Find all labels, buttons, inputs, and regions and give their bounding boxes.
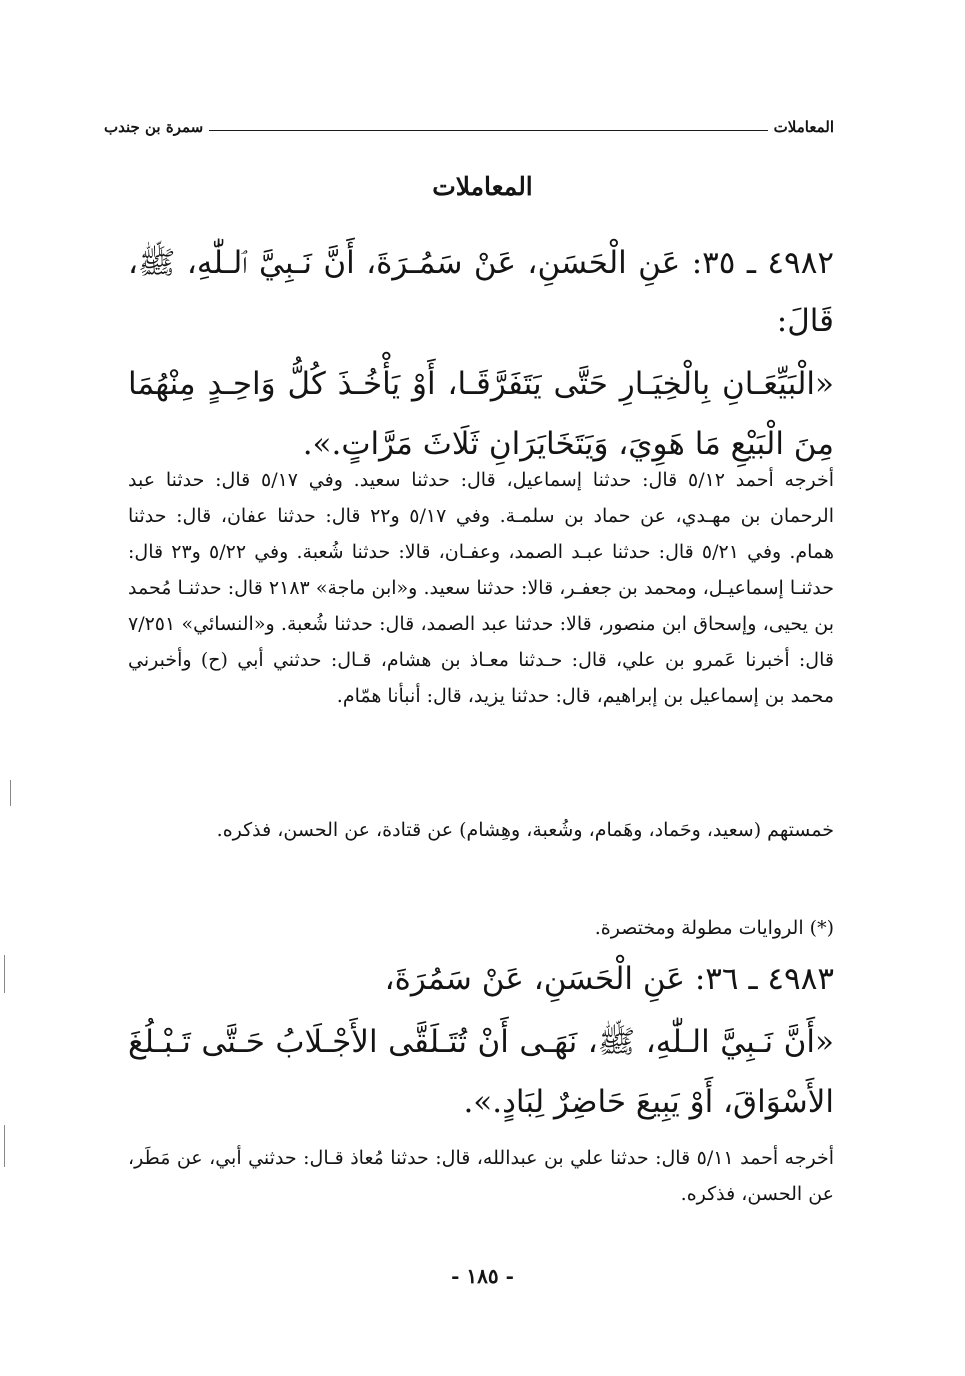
hadith-4982-heading: ٤٩٨٢ ـ ٣٥: عَنِ الْحَسَنِ، عَنْ سَمُـرَةَ، أَنَّ نَـبِيَّ ٱلـلّٰهِ، ﷺ، قَالَ: [128,245,834,339]
scan-margin-mark [4,955,5,993]
hadith-4982-matn: «الْبَيِّعَـانِ بِالْخِيَـارِ حَتَّى يَتَفَرَّقَـا، أَوْ يَأْخُـذَ كُلُّ وَاحِـدٍ مِنْهُمَا مِنَ الْبَيْعِ مَا هَوِيَ، وَيَتَخَايَرَانِ ثَلَاثَ مَرَّاتٍ.». [128,366,834,462]
hadith-4983-heading: ٤٩٨٣ ـ ٣٦: عَنِ الْحَسَنِ، عَنْ سَمُرَةَ، [384,961,834,997]
header-section-name: المعاملات [773,118,834,136]
header-rule [209,130,767,131]
hadith-4983-matn: «أَنَّ نَـبِيَّ الـلّٰهِ، ﷺ، نَهَـى أَنْ تُتَـلَقَّى الأَجْـلَابُ حَـتَّى تَـبْـلُغَ الأَسْوَاقَ، أَوْ يَبِيعَ حَاضِرٌ لِبَادٍ.». [128,1024,834,1120]
hadith-4982-footnote: (*) الروايات مطولة ومختصرة. [594,917,834,939]
scan-margin-mark [4,1125,5,1167]
page-number: - ١٨٥ - [451,1264,514,1288]
header-narrator-name: سمرة بن جندب [104,118,204,136]
running-header [104,112,834,142]
hadith-4982-takhrij: أخرجه أحمد ٥/١٢ قال: حدثنا إسماعيل، قال: حدثنا سعيد. وفي ٥/١٧ قال: حدثنا عبد الرحمان بن مهـدي، عن حماد بن سلمـة. وفي ٥/١٧ و٢٢ قال: حدثنا عفان، قال: حدثنا همام. وفي ٥/٢١ قال: حدثنا عبـد الصمد، وعفـان، قالا: حدثنا شُعبة. وفي ٥/٢٢ و٢٣ قال: حدثنـا إسماعيـل، ومحمد بن جعفـر، قالا: حدثنا سعيد. و«ابن ماجة» ٢١٨٣ قال: حدثنـا مُحمد بن يحيى، وإسحاق ابن منصور، قالا: حدثنا عبد الصمد، قال: حدثنا شُعبة. و«النسائي» ٧/٢٥١ قال: أخبرنا عَمرو بن علي، قال: حـدثنا معـاذ بن هشام، قـال: حدثني أبي (ح) وأخبرني محمد بن إسماعيل بن إبراهيم، قال: حدثنا يزيد، قال: أنبأنا همّام. [128,469,834,707]
hadith-4983-takhrij: أخرجه أحمد ٥/١١ قال: حدثنا علي بن عبدالله، قال: حدثنا مُعاذ قـال: حدثني أبي، عن مَطَر، عن الحسن، فذكره. [128,1147,834,1205]
section-title: المعاملات [432,172,533,201]
hadith-4982-summary: خمستهم (سعيد، وحَماد، وهَمام، وشُعبة، وهِشام) عن قتادة، عن الحسن، فذكره. [216,819,834,841]
scan-margin-mark [10,780,11,806]
